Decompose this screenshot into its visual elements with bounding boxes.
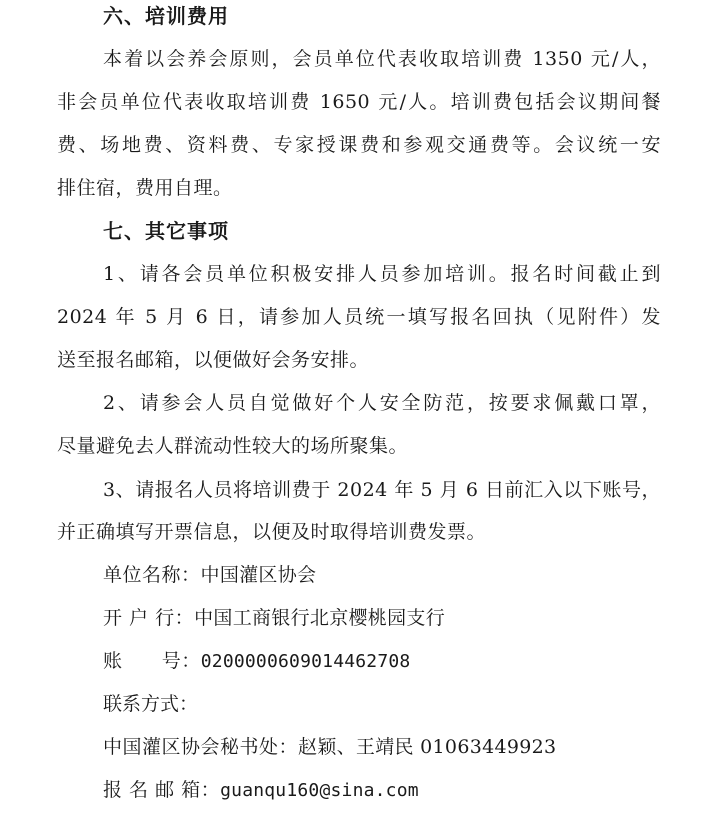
unit-name-value: 中国灌区协会	[200, 564, 317, 586]
section-7-item-3-line: 3、请报名人员将培训费于 2024 年 5 月 6 日前汇入以下账号，	[103, 479, 661, 501]
email-row	[103, 778, 419, 803]
section-7-item-2-line: 尽量避免去人群流动性较大的场所聚集。	[57, 435, 409, 457]
section-7-item-1-line: 2024 年 5 月 6 日，请参加人员统一填写报名回执（见附件）发	[57, 306, 661, 328]
account-row	[103, 649, 410, 674]
secretariat-row	[103, 735, 556, 759]
account-number-value: 0200000609014462708	[200, 651, 411, 672]
bank-row	[103, 606, 445, 630]
section-7-item-1-line: 1、请各会员单位积极安排人员参加培训。报名时间截止到	[103, 263, 661, 285]
section-6-paragraph-line: 非会员单位代表收取培训费 1650 元/人。培训费包括会议期间餐	[57, 91, 661, 113]
unit-name-row	[103, 563, 316, 587]
account-label: 账 号：	[103, 650, 201, 672]
section-7-item-2-line: 2、请参会人员自觉做好个人安全防范，按要求佩戴口罩，	[103, 392, 661, 414]
section-7-item-1-line: 送至报名邮箱，以便做好会务安排。	[57, 349, 370, 371]
secretariat-value: 赵颖、王靖民 01063449923	[298, 736, 557, 758]
secretariat-label: 中国灌区协会秘书处：	[103, 736, 299, 758]
contact-title: 联系方式：	[103, 693, 199, 715]
section-6-paragraph-line: 费、场地费、资料费、专家授课费和参观交通费等。会议统一安	[57, 134, 661, 156]
section-6-paragraph-line: 本着以会养会原则，会员单位代表收取培训费 1350 元/人，	[103, 48, 661, 70]
section-7-heading: 七、其它事项	[103, 219, 229, 243]
bank-value: 中国工商银行北京樱桃园支行	[194, 607, 445, 629]
email-value: guanqu160@sina.com	[220, 780, 419, 801]
section-7-item-3-line: 并正确填写开票信息，以便及时取得培训费发票。	[57, 521, 487, 543]
email-label: 报 名 邮 箱：	[103, 779, 221, 801]
section-6-heading: 六、培训费用	[103, 4, 229, 28]
unit-name-label: 单位名称：	[103, 564, 201, 586]
section-6-paragraph-line: 排住宿，费用自理。	[57, 177, 233, 199]
bank-label: 开 户 行：	[103, 607, 195, 629]
